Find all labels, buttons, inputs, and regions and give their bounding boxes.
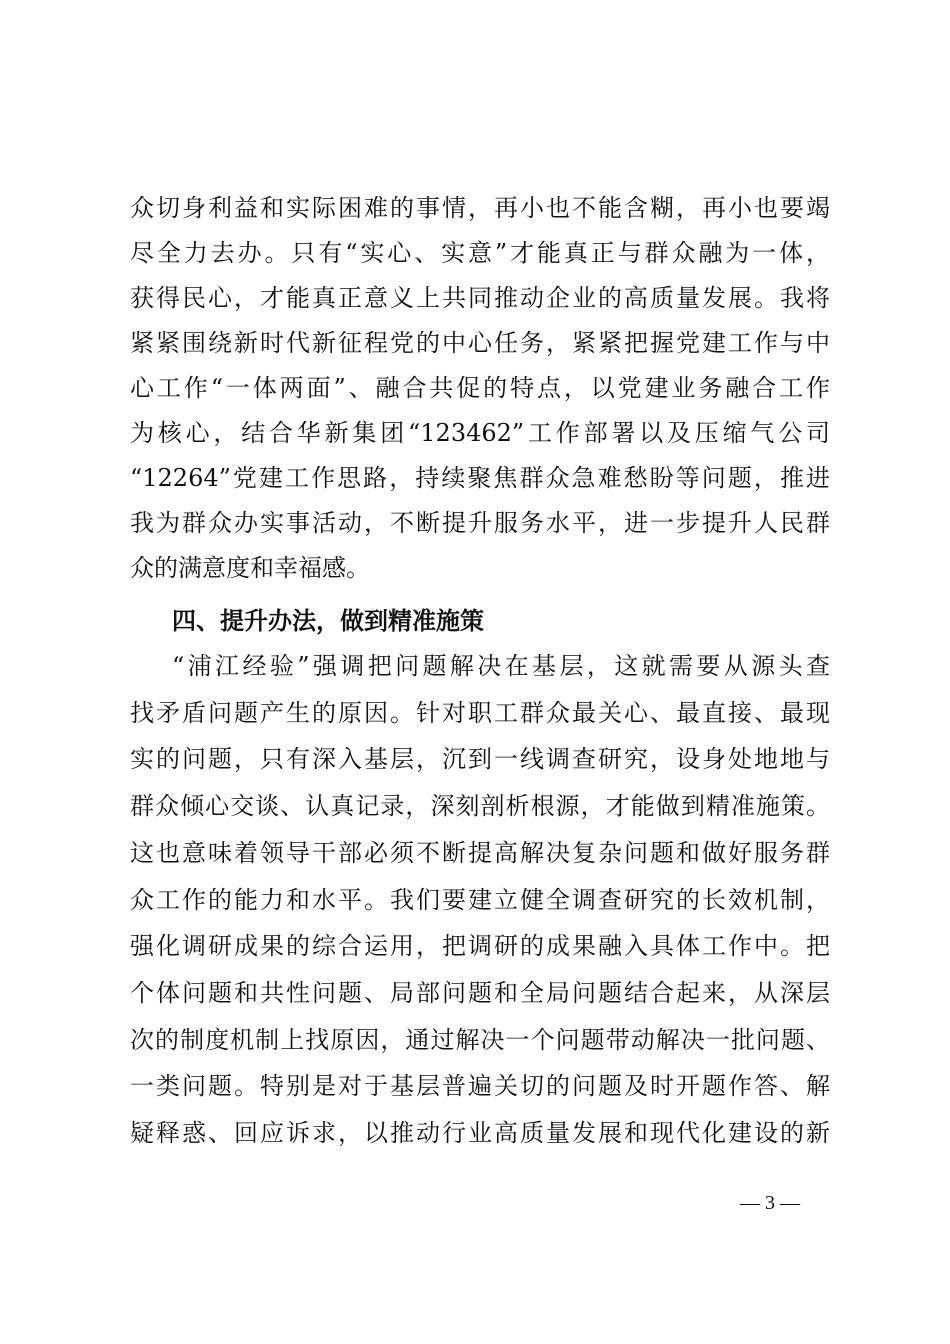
- text-line: 群众倾心交谈、认真记录，深刻剖析根源，才能做到精准施策。: [130, 792, 830, 821]
- section-heading: 四、提升办法，做到精准施策: [172, 607, 484, 635]
- text-line: 强化调研成果的综合运用，把调研的成果融入具体工作中。把: [130, 932, 830, 961]
- text-line: 次的制度机制上找原因，通过解决一个问题带动解决一批问题、: [130, 1025, 830, 1054]
- text-line: 尽全力去办。只有“实心、实意”才能真正与群众融为一体，: [130, 239, 830, 267]
- text-line: 个体问题和共性问题、局部问题和全局问题结合起来，从深层: [130, 978, 830, 1007]
- text-line: 疑释惑、回应诉求，以推动行业高质量发展和现代化建设的新: [130, 1119, 830, 1147]
- text-line: 众的满意度和幸福感。: [130, 554, 370, 582]
- text-line: “浦江经验”强调把问题解决在基层，这就需要从源头查: [172, 652, 830, 680]
- text-line: 众工作的能力和水平。我们要建立健全调查研究的长效机制，: [130, 885, 830, 914]
- text-line: 实的问题，只有深入基层，沉到一线调查研究，设身处地地与: [130, 745, 830, 774]
- text-line: “12264”党建工作思路，持续聚焦群众急难愁盼等问题，推进: [130, 464, 830, 492]
- text-line: 找矛盾问题产生的原因。针对职工群众最关心、最直接、最现: [130, 698, 830, 727]
- text-line: 众切身利益和实际困难的事情，再小也不能含糊，再小也要竭: [130, 194, 830, 222]
- text-line: 我为群众办实事活动，不断提升服务水平，进一步提升人民群: [130, 509, 830, 537]
- page-number: — 3 —: [740, 1192, 800, 1214]
- text-line: 紧紧围绕新时代新征程党的中心任务，紧紧把握党建工作与中: [130, 329, 830, 357]
- text-line: 这也意味着领导干部必须不断提高解决复杂问题和做好服务群: [130, 838, 830, 867]
- text-line: 心工作“一体两面”、融合共促的特点，以党建业务融合工作: [130, 374, 830, 402]
- text-line: 为核心，结合华新集团“123462”工作部署以及压缩气公司: [130, 419, 830, 447]
- text-line: 获得民心，才能真正意义上共同推动企业的高质量发展。我将: [130, 284, 830, 312]
- text-line: 一类问题。特别是对于基层普遍关切的问题及时开题作答、解: [130, 1072, 830, 1101]
